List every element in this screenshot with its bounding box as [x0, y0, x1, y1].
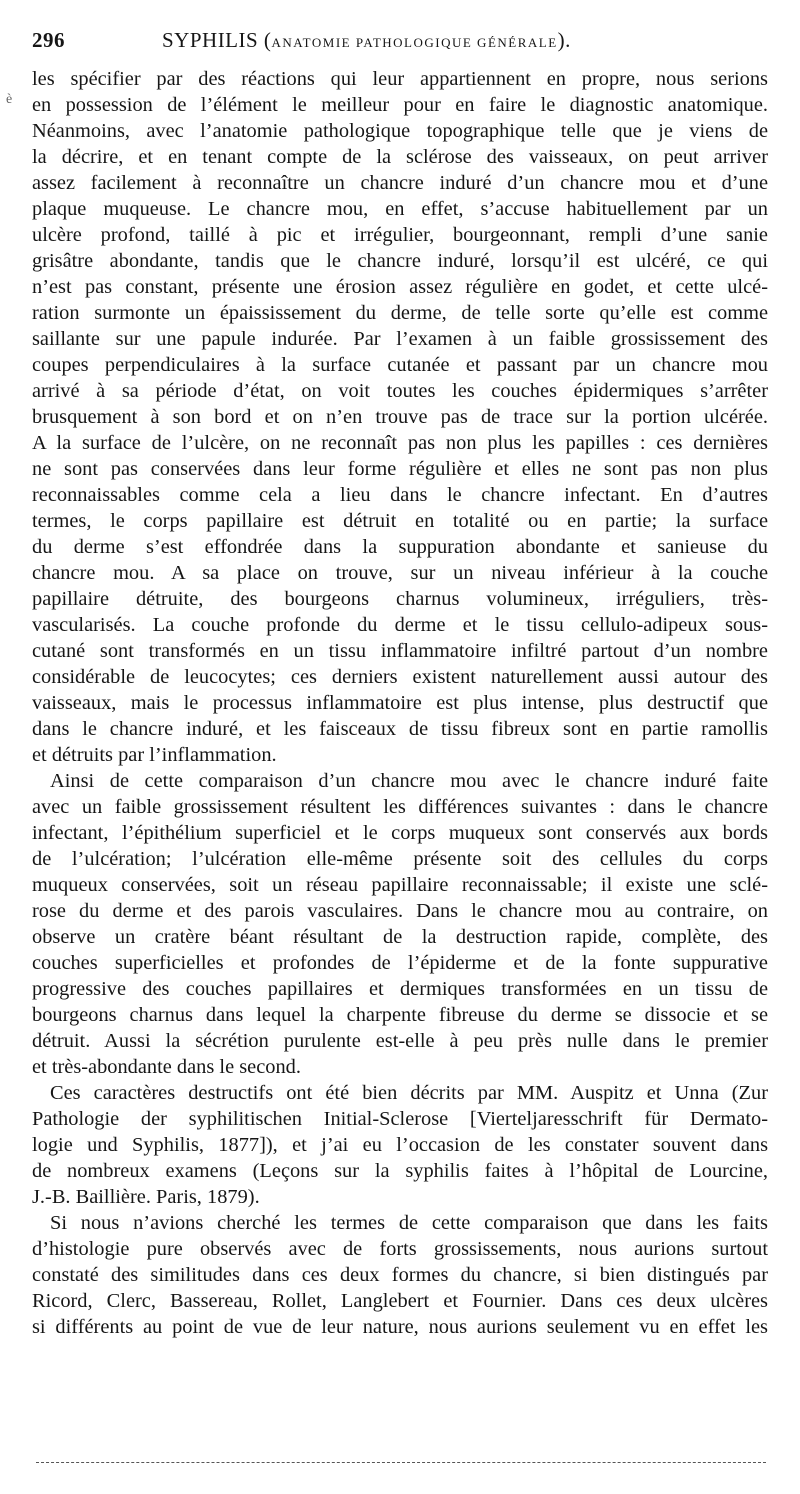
- text-line: dans le chancre induré, et les faisceaux de tissu fibreux sont en partie ramollis: [32, 718, 768, 740]
- text-line: de l’ulcération; l’ulcération elle-même présente soit des cellules du corps: [32, 848, 768, 870]
- text-line: couches superficielles et profondes de l’épiderme et de la fonte suppurative: [32, 952, 768, 974]
- text-line: infectant, l’épithélium superficiel et le corps muqueux sont conservés aux bords: [32, 822, 768, 844]
- text-line: rose du derme et des parois vasculaires. Dans le chancre mou au contraire, on: [32, 900, 768, 922]
- text-line: les spécifier par des réactions qui leur appartiennent en propre, nous serions: [32, 68, 768, 90]
- text-line: J.-B. Baillière. Paris, 1879).: [32, 1186, 260, 1208]
- text-line: plaque muqueuse. Le chancre mou, en effet, s’accuse habituellement par un: [32, 198, 768, 220]
- text-line: vascularisés. La couche profonde du derme et le tissu cellulo-adipeux sous-: [32, 614, 768, 636]
- text-line: progressive des couches papillaires et dermiques transformées en un tissu de: [32, 978, 768, 1000]
- text-line: vaisseaux, mais le processus inflammatoire est plus intense, plus destructif que: [32, 692, 768, 714]
- text-line: Ricord, Clerc, Bassereau, Rollet, Langlebert et Fournier. Dans ces deux ulcères: [32, 1290, 768, 1312]
- text-line: d’histologie pure observés avec de forts grossissements, nous aurions surtout: [32, 1238, 768, 1260]
- text-line: muqueux conservées, soit un réseau papillaire reconnaissable; il existe une sclé-: [32, 874, 768, 896]
- text-line: papillaire détruite, des bourgeons charnus volumineux, irréguliers, très-: [32, 588, 768, 610]
- text-line: ne sont pas conservées dans leur forme régulière et elles ne sont pas non plus: [32, 458, 768, 480]
- text-line: n’est pas constant, présente une érosion assez régulière en godet, et cette ulcé-: [32, 276, 768, 298]
- text-line: avec un faible grossissement résultent les différences suivantes : dans le chancre: [32, 796, 768, 818]
- text-line: constaté des similitudes dans ces deux formes du chancre, si bien distingués par: [32, 1264, 768, 1286]
- text-line: de nombreux examens (Leçons sur la syphilis faites à l’hôpital de Lourcine,: [32, 1160, 768, 1182]
- text-line: du derme s’est effondrée dans la suppuration abondante et sanieuse du: [32, 536, 768, 558]
- text-line: considérable de leucocytes; ces derniers existent naturellement aussi autour des: [32, 666, 768, 688]
- page-header: [32, 28, 768, 58]
- page-number: 296: [32, 28, 65, 52]
- text-line: détruit. Aussi la sécrétion purulente est-elle à peu près nulle dans le premier: [32, 1030, 768, 1052]
- text-line: logie und Syphilis, 1877]), et j’ai eu l’occasion de les constater souvent dans: [32, 1134, 768, 1156]
- text-line: Ainsi de cette comparaison d’un chancre mou avec le chancre induré faite: [50, 770, 768, 792]
- text-line: Pathologie der syphilitischen Initial-Sclerose [Vierteljaresschrift für Dermato-: [32, 1108, 768, 1130]
- text-line: si différents au point de vue de leur nature, nous aurions seulement vu en effet les: [32, 1316, 768, 1338]
- running-head-close: ).: [557, 28, 571, 52]
- text-line: brusquement à son bord et on n’en trouve pas de trace sur la portion ulcérée.: [32, 406, 768, 428]
- text-line: ulcère profond, taillé à pic et irrégulier, bourgeonnant, rempli d’une sanie: [32, 224, 768, 246]
- text-line: cutané sont transformés en un tissu inflammatoire infiltré partout d’un nombre: [32, 640, 768, 662]
- text-line: A la surface de l’ulcère, on ne reconnaît pas non plus les papilles : ces dernières: [32, 432, 768, 454]
- text-line: Ces caractères destructifs ont été bien décrits par MM. Auspitz et Unna (Zur: [50, 1082, 768, 1104]
- text-line: grisâtre abondante, tandis que le chancre induré, lorsqu’il est ulcéré, ce qui: [32, 250, 768, 272]
- text-line: et très-abondante dans le second.: [32, 1056, 301, 1078]
- text-line: en possession de l’élément le meilleur pour en faire le diagnostic anatomique.: [32, 94, 768, 116]
- running-head-subtitle: ANATOMIE PATHOLOGIQUE GÉNÉRALE: [271, 35, 558, 50]
- text-line: ration surmonte un épaississement du derme, de telle sorte qu’elle est comme: [32, 302, 768, 324]
- text-line: reconnaissables comme cela a lieu dans le chancre infectant. En d’autres: [32, 484, 768, 506]
- body-text: [32, 66, 768, 1340]
- text-line: assez facilement à reconnaître un chancre induré d’un chancre mou et d’une: [32, 172, 768, 194]
- text-line: chancre mou. A sa place on trouve, sur un niveau inférieur à la couche: [32, 562, 768, 584]
- text-line: et détruits par l’inflammation.: [32, 744, 277, 766]
- text-line: termes, le corps papillaire est détruit en totalité ou en partie; la surface: [32, 510, 768, 532]
- text-line: Néanmoins, avec l’anatomie pathologique topographique telle que je viens de: [32, 120, 768, 142]
- text-line: observe un cratère béant résultant de la destruction rapide, complète, des: [32, 926, 768, 948]
- footer-dashed-rule: [36, 1462, 766, 1463]
- text-line: arrivé à sa période d’état, on voit toutes les couches épidermiques s’arrêter: [32, 380, 768, 402]
- margin-mark: è: [6, 92, 13, 107]
- text-line: la décrire, et en tenant compte de la sclérose des vaisseaux, on peut arriver: [32, 146, 768, 168]
- running-head: [162, 28, 571, 53]
- text-line: coupes perpendiculaires à la surface cutanée et passant par un chancre mou: [32, 354, 768, 376]
- text-line: bourgeons charnus dans lequel la charpente fibreuse du derme se dissocie et se: [32, 1004, 768, 1026]
- text-line: saillante sur une papule indurée. Par l’examen à un faible grossissement des: [32, 328, 768, 350]
- text-line: Si nous n’avions cherché les termes de cette comparaison que dans les faits: [50, 1212, 768, 1234]
- running-head-title: SYPHILIS (: [162, 28, 272, 52]
